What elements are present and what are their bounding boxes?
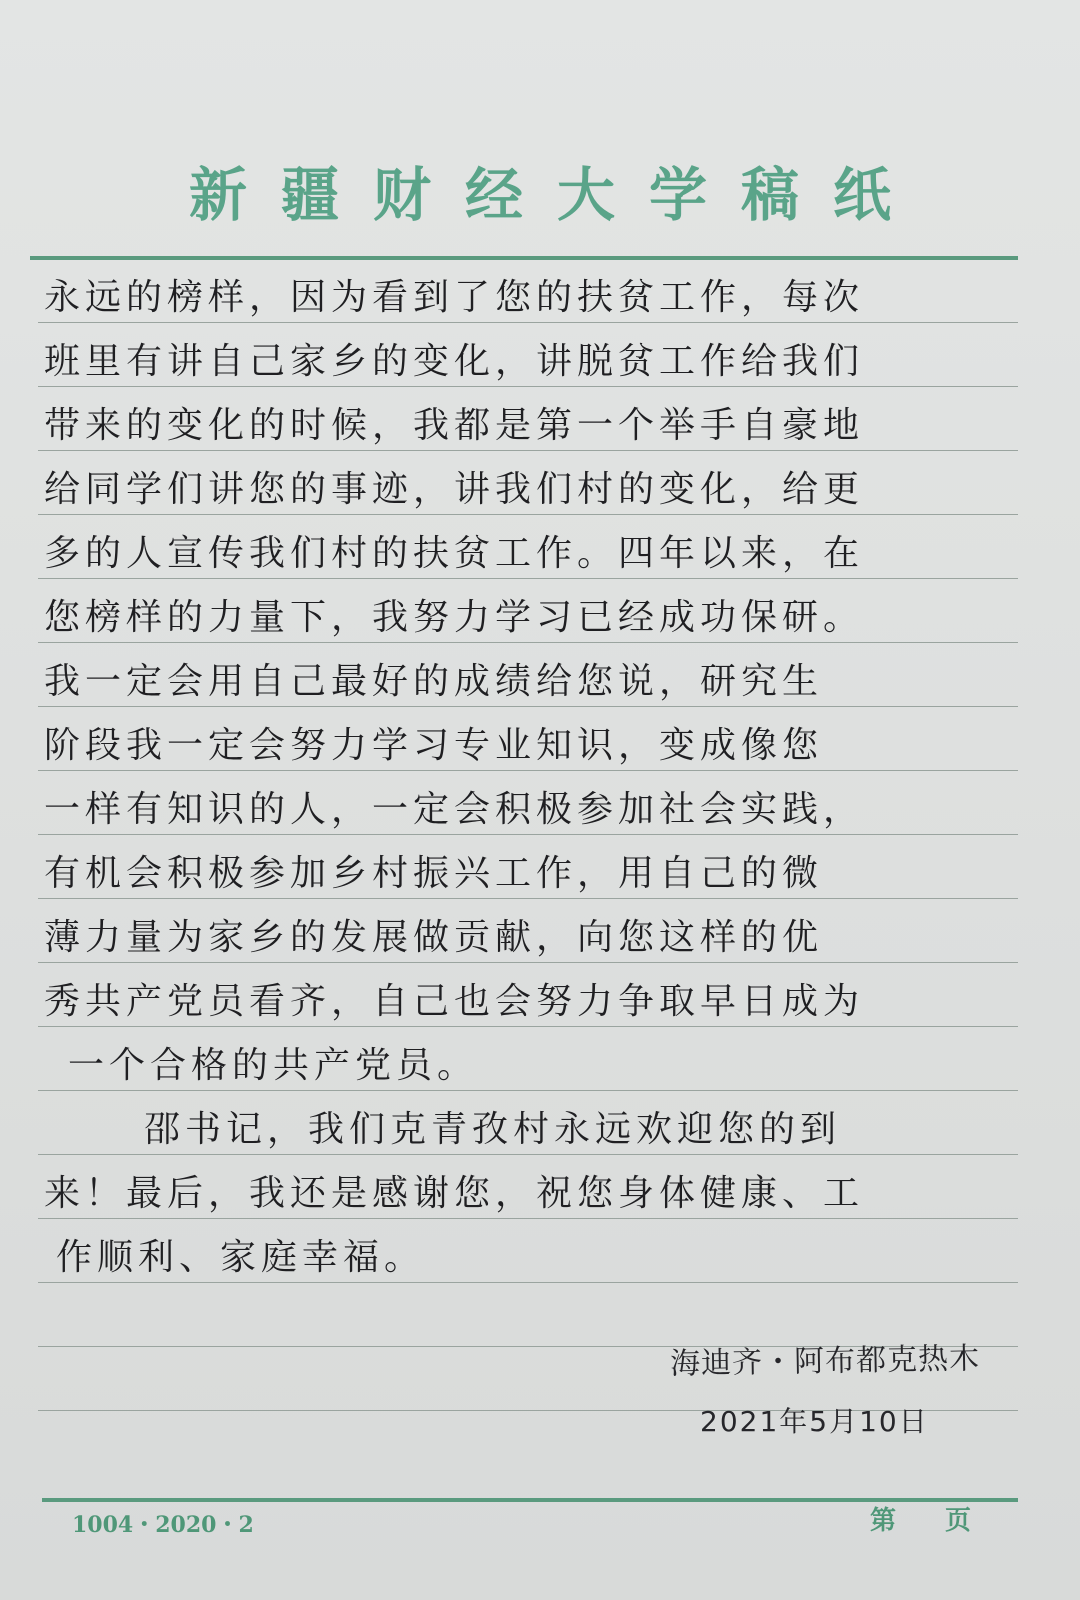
paper-code: 1004・2020・2 [72, 1512, 254, 1538]
letter-line: 多的人宣传我们村的扶贫工作。四年以来，在 [44, 533, 865, 574]
letter-line: 邵书记，我们克青孜村永远欢迎您的到 [144, 1109, 842, 1150]
letter-line: 有机会积极参加乡村振兴工作，用自己的微 [44, 853, 824, 894]
letter-line: 带来的变化的时候，我都是第一个举手自豪地 [44, 405, 865, 446]
letter-line: 来！最后，我还是感谢您，祝您身体健康、工 [44, 1173, 865, 1214]
letter-line: 阶段我一定会努力学习专业知识，变成像您 [44, 725, 824, 766]
letter-line: 给同学们讲您的事迹，讲我们村的变化，给更 [44, 469, 865, 510]
letter-line: 作顺利、家庭幸福。 [56, 1237, 426, 1278]
letter-line: 班里有讲自己家乡的变化，讲脱贫工作给我们 [44, 341, 865, 382]
letter-date: 2021年5月10日 [700, 1405, 929, 1438]
letter-line: 薄力量为家乡的发展做贡献，向您这样的优 [44, 917, 824, 958]
letter-line: 永远的榜样，因为看到了您的扶贫工作，每次 [44, 277, 865, 318]
letter-line: 秀共产党员看齐，自己也会努力争取早日成为 [44, 981, 865, 1022]
paper-header-title: 新疆财经大学稿纸 [188, 161, 925, 229]
letter-line: 您榜样的力量下，我努力学习已经成功保研。 [44, 597, 865, 638]
letter-line: 一个合格的共产党员。 [68, 1045, 479, 1086]
letter-line: 我一定会用自己最好的成绩给您说，研究生 [44, 661, 824, 702]
signature: 海迪齐・阿布都克热木 [669, 1341, 981, 1382]
letter-line: 一样有知识的人，一定会积极参加社会实践， [44, 789, 865, 830]
page-number-label: 第 页 [870, 1506, 972, 1536]
